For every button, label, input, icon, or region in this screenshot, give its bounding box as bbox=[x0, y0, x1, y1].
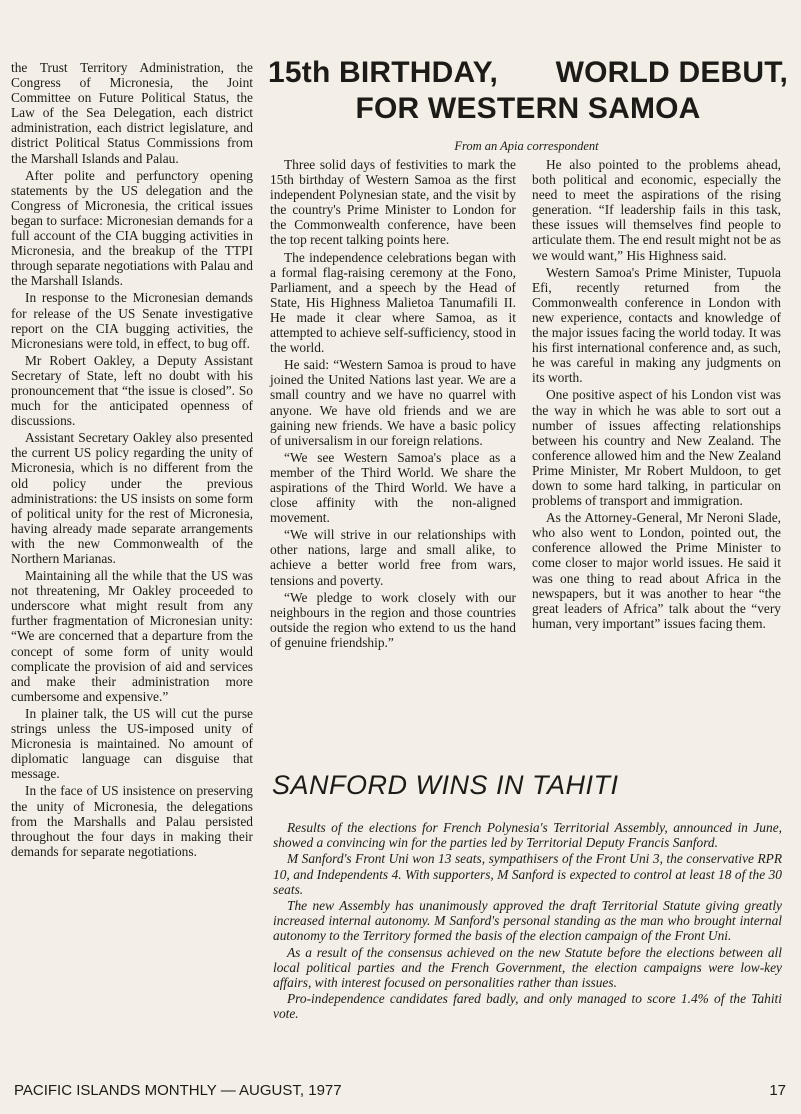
byline: From an Apia correspondent bbox=[454, 139, 599, 153]
paragraph: the Trust Territory Administration, the Congress of Micronesia, the Joint Committee on Future Political Status, the Law of the Sea Delegation, each district administration, each district legislature, and district Political Status Commissions from the Marshall Islands and Palau. bbox=[11, 60, 253, 166]
left-column bbox=[11, 60, 253, 861]
paragraph: “We pledge to work closely with our neighbours in the region and those countries outside the region who extend to us the hand of genuine friendship.” bbox=[270, 589, 516, 650]
paragraph: After polite and perfunctory opening statements by the US delegation and the Congress of Micronesia, the critical issues began to surface: Micronesian demands for a full account of the CIA bugging activities in Micronesia, and the breakup of the TTPI through separate negotiations with Palau and the Marshall Islands. bbox=[11, 167, 253, 289]
paragraph: He said: “Western Samoa is proud to have joined the United Nations last year. We are a small country and we have no quarrel with anyone. We have old friends and we are gaining new friends. We have a basic policy of universalism in our foreign relations. bbox=[270, 357, 516, 448]
paragraph: Pro-independence candidates fared badly, and only managed to score 1.4% of the Tahiti vote. bbox=[273, 991, 782, 1022]
paragraph: He also pointed to the problems ahead, both political and economic, especially the need to meet the aspirations of the rising generation. “If leadership fails in this task, these issues will themselves find people to articulate them. The end result might not be as we would want,” His Highness said. bbox=[532, 157, 781, 263]
paragraph: In response to the Micronesian demands for release of the US Senate investigative report on the CIA bugging activities, the Micronesians were told, in effect, to bug off. bbox=[11, 290, 253, 351]
paragraph: As a result of the consensus achieved on the new Statute before the elections between all local political parties and the French Government, the election campaigns were low-key affairs, with interest focused on personalities rather than issues. bbox=[273, 944, 782, 991]
headline-part-1: 15th BIRTHDAY, bbox=[268, 56, 499, 89]
sanford-headline: SANFORD WINS IN TAHITI bbox=[272, 770, 619, 800]
headline-line-2: FOR WESTERN SAMOA bbox=[355, 92, 701, 125]
paragraph: Maintaining all the while that the US was not threatening, Mr Oakley proceeded to underscore what might result from any further fragmentation of Micronesian unity: “We are concerned that a departure from the concept of some form of unity would complicate the provision of aid and services and make their administration more cumbersome and expensive.” bbox=[11, 568, 253, 704]
paragraph: Mr Robert Oakley, a Deputy Assistant Secretary of State, left no doubt with his pronouncement that “the issue is closed”. So much for the anticipated openness of discussions. bbox=[11, 352, 253, 429]
paragraph: The new Assembly has unanimously approved the draft Territorial Statute giving greatly increased internal autonomy. M Sanford's personal standing as the man who brought internal autonomy to the Territory formed the basis of the election campaign of the Front Uni. bbox=[273, 898, 782, 944]
paragraph: M Sanford's Front Uni won 13 seats, sympathisers of the Front Uni 3, the conservative RPR 10, and Independents 4. With supporters, M Sanford is expected to control at least 18 of the 30 seats. bbox=[273, 851, 782, 897]
sanford-article bbox=[273, 820, 782, 1023]
headline-part-2: WORLD DEBUT, bbox=[555, 56, 788, 89]
paragraph: In the face of US insistence on preserving the unity of Micronesia, the delegations from the Marshalls and Palau persisted throughout the four days in making their demands for separate negotiations. bbox=[11, 783, 253, 859]
paragraph: Results of the elections for French Polynesia's Territorial Assembly, announced in June, showed a convincing win for the parties led by Territorial Deputy Francis Sanford. bbox=[273, 820, 782, 851]
paragraph: In plainer talk, the US will cut the purse strings unless the US-imposed unity of Micronesia is maintained. No amount of diplomatic language can disguise that message. bbox=[11, 705, 253, 782]
paragraph: “We see Western Samoa's place as a member of the Third World. We share the aspirations of the Third World. We have a close affinity with the non-aligned movement. bbox=[270, 449, 516, 526]
paragraph: The independence celebrations began with a formal flag-raising ceremony at the Fono, Parliament, and a speech by the Head of State, His Highness Malietoa Tanumafili II. He made it clear where Samoa, as it attempted to achieve self-sufficiency, stood in the world. bbox=[270, 249, 516, 356]
paragraph: Western Samoa's Prime Minister, Tupuola Efi, recently returned from the Commonwealth conference in London with new experience, contacts and knowledge of the major issues facing the world today. It was his first international conference and, as such, he was careful in making any judgments on its worth. bbox=[532, 264, 781, 386]
page-number: 17 bbox=[769, 1082, 786, 1099]
page-footer bbox=[14, 1082, 786, 1099]
middle-column bbox=[270, 157, 516, 652]
paragraph: Three solid days of festivities to mark the 15th birthday of Western Samoa as the first independent Polynesian state, and the visit by the country's Prime Minister to London for the Commonwealth conference, have been the top recent talking points here. bbox=[270, 157, 516, 248]
paragraph: One positive aspect of his London vist was the way in which he was able to sort out a number of issues affecting relationships between his country and New Zealand. The conference allowed him and the New Zealand Prime Minister, Mr Robert Muldoon, to get down to some hard talking, in particular on problems of transport and immigration. bbox=[532, 387, 781, 509]
article-headline bbox=[268, 55, 788, 127]
paragraph: Assistant Secretary Oakley also presented the current US policy regarding the unity of Micronesia, which is no different from the old policy under the previous administrations: the US insists on some form of political unity for the rest of Micronesia, having already made separate arrangements with the new Commonwealth of the Northern Marianas. bbox=[11, 430, 253, 566]
paragraph: “We will strive in our relationships with other nations, large and small alike, to achieve a better world free from wars, tensions and poverty. bbox=[270, 527, 516, 588]
paragraph: As the Attorney-General, Mr Neroni Slade, who also went to London, pointed out, the conference allowed the Prime Minister to come closer to major world issues. He said it was one thing to read about Africa in the newspapers, but it was another to hear “the great leaders of Africa” talk about the “very human, very important” issues facing them. bbox=[532, 510, 781, 631]
publication-line: PACIFIC ISLANDS MONTHLY — AUGUST, 1977 bbox=[14, 1082, 342, 1099]
right-column bbox=[532, 157, 781, 633]
